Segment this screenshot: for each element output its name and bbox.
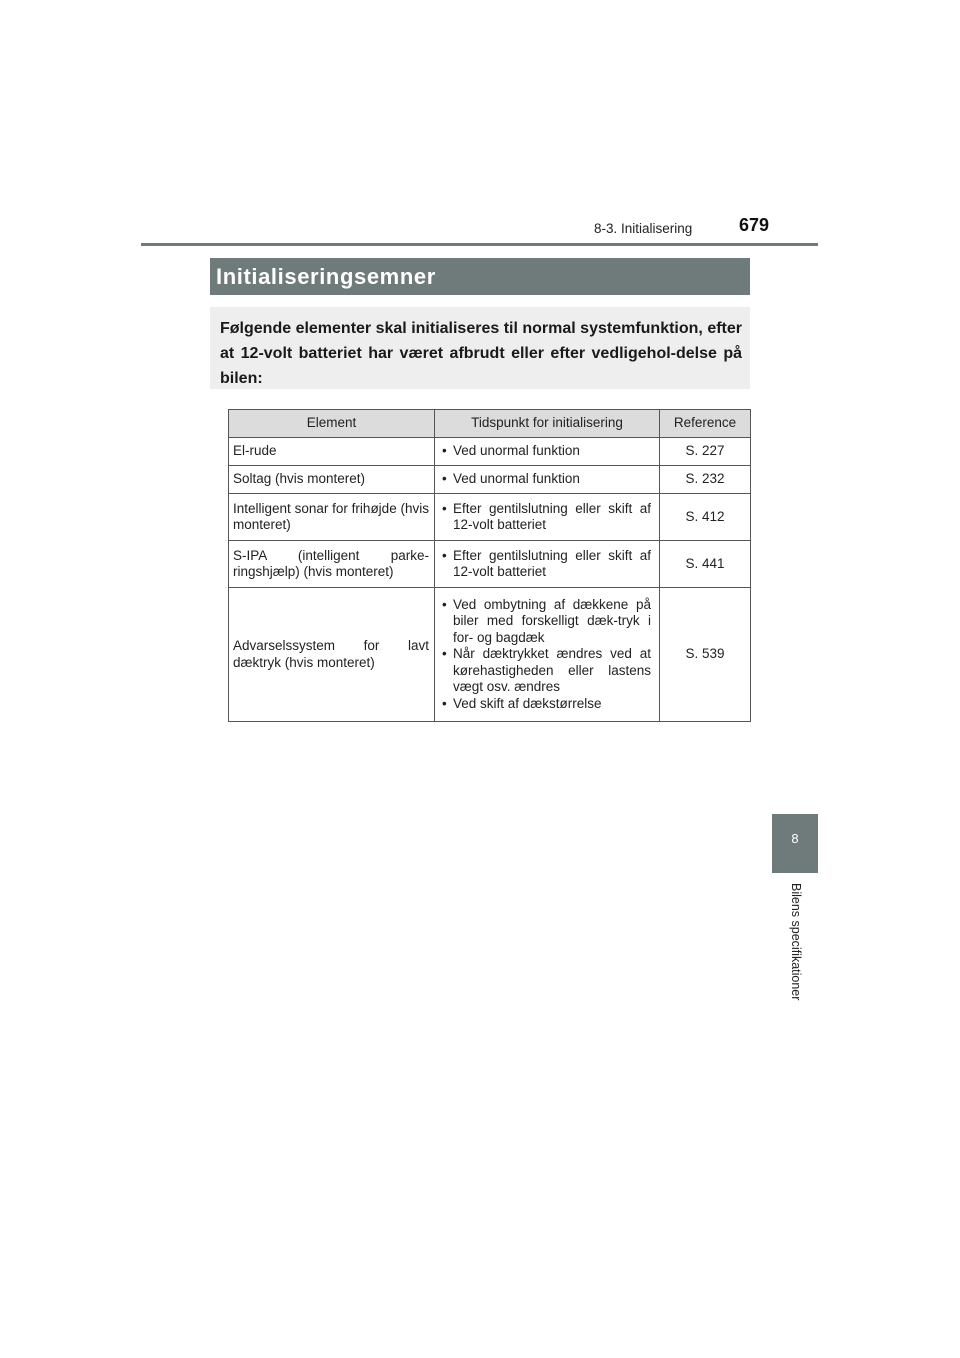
table-row <box>229 494 751 541</box>
reference-cell: S. 539 <box>660 588 751 722</box>
chapter-label: Bilens specifikationer <box>789 883 803 1001</box>
column-header-element: Element <box>229 410 435 438</box>
element-cell: Advarselssystem for lavt dæktryk (hvis monteret) <box>229 588 435 722</box>
element-cell: Soltag (hvis monteret) <box>229 466 435 494</box>
timing-cell <box>435 438 660 466</box>
timing-cell <box>435 541 660 588</box>
table-row <box>229 466 751 494</box>
reference-cell: S. 412 <box>660 494 751 541</box>
timing-item: • Efter gentilslutning eller skift af 12-volt batteriet <box>441 548 651 581</box>
header-divider <box>141 243 818 246</box>
timing-cell <box>435 494 660 541</box>
page-number: 679 <box>739 215 770 235</box>
timing-item: • Ved ombytning af dækkene på biler med forskelligt dæk-tryk i for- og bagdæk <box>441 597 651 647</box>
column-header-timing: Tidspunkt for initialisering <box>435 410 660 438</box>
element-cell: S-IPA (intelligent parke-ringshjælp) (hvis monteret) <box>229 541 435 588</box>
table-row <box>229 588 751 722</box>
reference-cell: S. 441 <box>660 541 751 588</box>
element-cell: Intelligent sonar for frihøjde (hvis monteret) <box>229 494 435 541</box>
column-header-reference: Reference <box>660 410 751 438</box>
timing-item: • Ved skift af dækstørrelse <box>441 696 651 713</box>
table-row <box>229 541 751 588</box>
timing-item: • Når dæktrykket ændres ved at kørehastigheden eller lastens vægt osv. ændres <box>441 646 651 696</box>
section-title: Initialiseringsemner <box>210 258 750 295</box>
element-cell: El-rude <box>229 438 435 466</box>
timing-item: • Ved unormal funktion <box>441 443 651 460</box>
section-header: 8-3. Initialisering <box>594 221 693 236</box>
intro-paragraph: Følgende elementer skal initialiseres til normal systemfunktion, efter at 12-volt batteriet har været afbrudt eller efter vedligehol-delse på bilen: <box>210 307 750 389</box>
table-row <box>229 438 751 466</box>
timing-cell <box>435 466 660 494</box>
chapter-tab: 8 <box>772 814 818 873</box>
table-header-row <box>229 410 751 438</box>
reference-cell: S. 227 <box>660 438 751 466</box>
timing-item: • Efter gentilslutning eller skift af 12-volt batteriet <box>441 501 651 534</box>
reference-cell: S. 232 <box>660 466 751 494</box>
timing-cell <box>435 588 660 722</box>
initialization-table <box>228 409 750 722</box>
timing-item: • Ved unormal funktion <box>441 471 651 488</box>
